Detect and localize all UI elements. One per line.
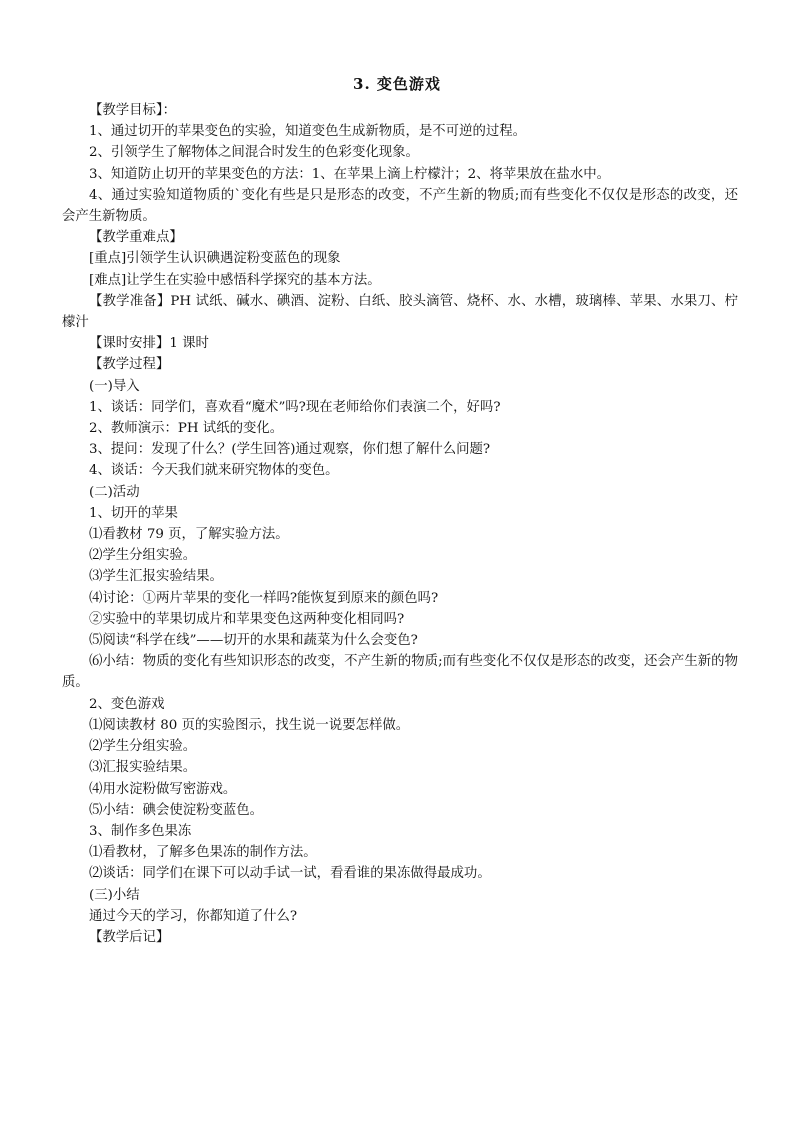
paragraph: 1、谈话：同学们，喜欢看“魔术”吗?现在老师给你们表演二个，好吗? xyxy=(89,399,501,415)
document-body xyxy=(62,100,738,948)
paragraph: 1、通过切开的苹果变色的实验，知道变色生成新物质，是不可逆的过程。 xyxy=(89,124,527,140)
paragraph: 2、变色游戏 xyxy=(89,696,165,712)
paragraph: [难点]让学生在实验中感悟科学探究的基本方法。 xyxy=(89,272,381,288)
paragraph: ⑷用水淀粉做写密游戏。 xyxy=(89,781,237,797)
paragraph: ②实验中的苹果切成片和苹果变色这两种变化相同吗? xyxy=(89,611,405,627)
paragraph: ⑵谈话：同学们在课下可以动手试一试，看看谁的果冻做得最成功。 xyxy=(89,866,491,882)
paragraph: 【教学准备】PH 试纸、碱水、碘酒、淀粉、白纸、胶头滴管、烧杯、水、水槽，玻璃棒、苹果、水果刀、柠檬汁 xyxy=(62,293,738,331)
paragraph: ⑴看教材，了解多色果冻的制作方法。 xyxy=(89,845,317,861)
paragraph: 【教学后记】 xyxy=(89,929,170,945)
paragraph: ⑵学生分组实验。 xyxy=(89,739,197,755)
paragraph: 1、切开的苹果 xyxy=(89,505,178,521)
paragraph: 【课时安排】1 课时 xyxy=(89,336,209,352)
paragraph: ⑴看教材 79 页，了解实验方法。 xyxy=(89,527,289,543)
paragraph: [重点]引领学生认识碘遇淀粉变蓝色的现象 xyxy=(89,251,341,267)
paragraph: 3、提问：发现了什么？(学生回答)通过观察，你们想了解什么问题? xyxy=(89,442,491,458)
paragraph: 2、教师演示：PH 试纸的变化。 xyxy=(89,421,284,437)
paragraph: 4、通过实验知道物质的`变化有些是只是形态的改变，不产生新的物质;而有些变化不仅仅是形态的改变，还会产生新物质。 xyxy=(62,187,738,225)
paragraph: ⑶汇报实验结果。 xyxy=(89,760,197,776)
paragraph: 【教学过程】 xyxy=(89,357,170,373)
paragraph: (三)小结 xyxy=(89,887,140,903)
paragraph: ⑶学生汇报实验结果。 xyxy=(89,569,223,585)
paragraph: (二)活动 xyxy=(89,484,140,500)
paragraph: (一)导入 xyxy=(89,378,140,394)
paragraph: ⑹小结：物质的变化有些知识形态的改变，不产生新的物质;而有些变化不仅仅是形态的改变，还会产生新的物质。 xyxy=(62,654,738,691)
paragraph: ⑸小结：碘会使淀粉变蓝色。 xyxy=(89,802,264,818)
document-title: 3. 变色游戏 xyxy=(353,75,441,93)
paragraph: ⑸阅读“科学在线”——切开的水果和蔬菜为什么会变色? xyxy=(89,633,418,649)
paragraph: 【教学目标】： xyxy=(89,103,177,118)
paragraph: ⑵学生分组实验。 xyxy=(89,548,197,564)
paragraph: 4、谈话：今天我们就来研究物体的变色。 xyxy=(89,463,339,479)
paragraph: ⑷讨论：①两片苹果的变化一样吗?能恢复到原来的颜色吗? xyxy=(89,590,439,606)
paragraph: 3、制作多色果冻 xyxy=(89,823,192,839)
paragraph: 3、知道防止切开的苹果变色的方法：1、在苹果上滴上柠檬汁；2、将苹果放在盐水中。 xyxy=(89,166,611,182)
paragraph: ⑴阅读教材 80 页的实验图示，找生说一说要怎样做。 xyxy=(89,717,410,733)
paragraph: 通过今天的学习，你都知道了什么? xyxy=(89,908,298,924)
paragraph: 2、引领学生了解物体之间混合时发生的色彩变化现象。 xyxy=(89,145,419,161)
paragraph: 【教学重难点】 xyxy=(89,230,183,246)
